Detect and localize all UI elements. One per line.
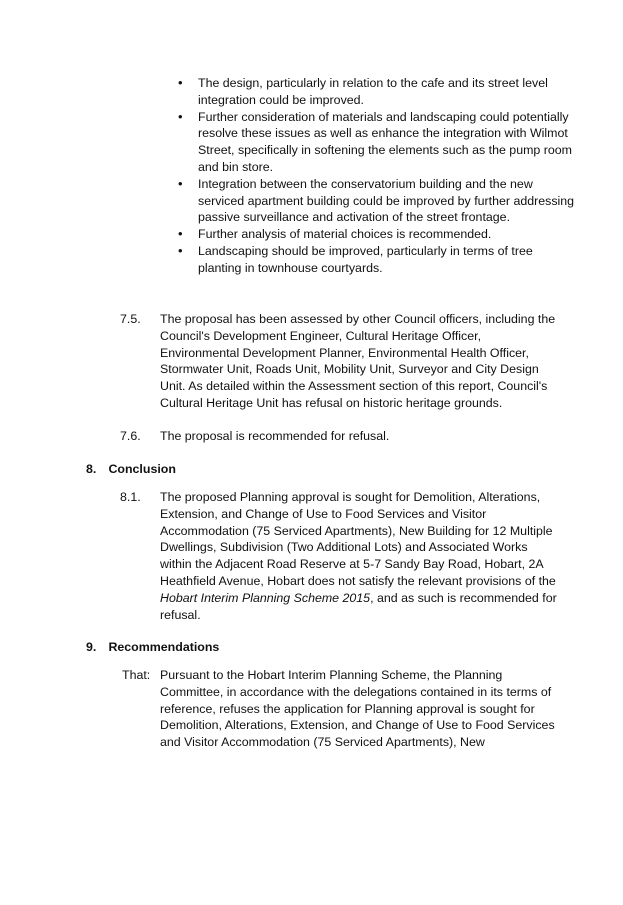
section-number: 8.	[86, 462, 97, 476]
recommendation-label: That:	[122, 668, 151, 682]
bullet-item: • Further analysis of material choices is recommended.	[178, 226, 578, 243]
paragraph-text	[160, 489, 560, 623]
text-segment: , and as such is recommended for refusal.	[160, 590, 557, 622]
bullet-item: • Integration between the conservatorium building and the new serviced apartment building could be improved by further addressing passive surveillance and activation of the street frontage.	[178, 176, 578, 226]
bullet-list	[178, 75, 578, 277]
bullet-item: • Landscaping should be improved, particularly in terms of tree planting in townhouse courtyards.	[178, 243, 578, 277]
paragraph-text: The proposal is recommended for refusal.	[160, 429, 390, 443]
section-heading-recommendations	[86, 639, 219, 656]
scheme-title: Hobart Interim Planning Scheme 2015	[160, 590, 371, 605]
section-number: 9.	[86, 640, 97, 654]
recommendation-text: Pursuant to the Hobart Interim Planning Scheme, the Planning Committee, in accordance with the delegations contained in its terms of reference, refuses the application for Planning approval is sought for Demolition, Alterations, Extension, and Change of Use to Food Services and Visitor Accommodation (75 Serviced Apartments), New	[160, 668, 555, 750]
paragraph-7-5	[120, 311, 560, 412]
paragraph-number: 7.5.	[120, 312, 141, 326]
paragraph-number: 7.6.	[120, 429, 141, 443]
recommendation-paragraph	[122, 667, 562, 751]
paragraph-8-1	[120, 489, 560, 623]
paragraph-text: The proposal has been assessed by other Council officers, including the Council's Development Engineer, Cultural Heritage Officer, Environmental Development Planner, Environmental Health Officer, Stormwater Unit, Roads Unit, Mobility Unit, Surveyor and City Design Unit. As detailed within the Assessment section of this report, Council's Cultural Heritage Unit has refusal on historic heritage grounds.	[160, 312, 556, 410]
bullet-item: • Further consideration of materials and landscaping could potentially resolve these issues as well as enhance the integration with Wilmot Street, specifically in softening the elements such as the pump room and bin store.	[178, 109, 578, 176]
section-title: Recommendations	[108, 640, 220, 654]
paragraph-7-6	[120, 428, 560, 445]
section-title: Conclusion	[108, 462, 176, 476]
text-segment: The proposed Planning approval is sought for Demolition, Alterations, Extension, and Change of Use to Food Services and Visitor Accommodation (75 Serviced Apartments), New Building for 12 Multiple Dwellings, Subdivision (Two Additional Lots) and Associated Works within the Adjacent Road Reserve at 5-7 Sandy Bay Road, Hobart, 2A Heathfield Avenue, Hobart does not satisfy the relevant provisions of the	[160, 490, 556, 588]
bullet-item: • The design, particularly in relation to the cafe and its street level integration could be improved.	[178, 75, 578, 109]
section-heading-conclusion	[86, 461, 176, 478]
paragraph-number: 8.1.	[120, 490, 141, 504]
